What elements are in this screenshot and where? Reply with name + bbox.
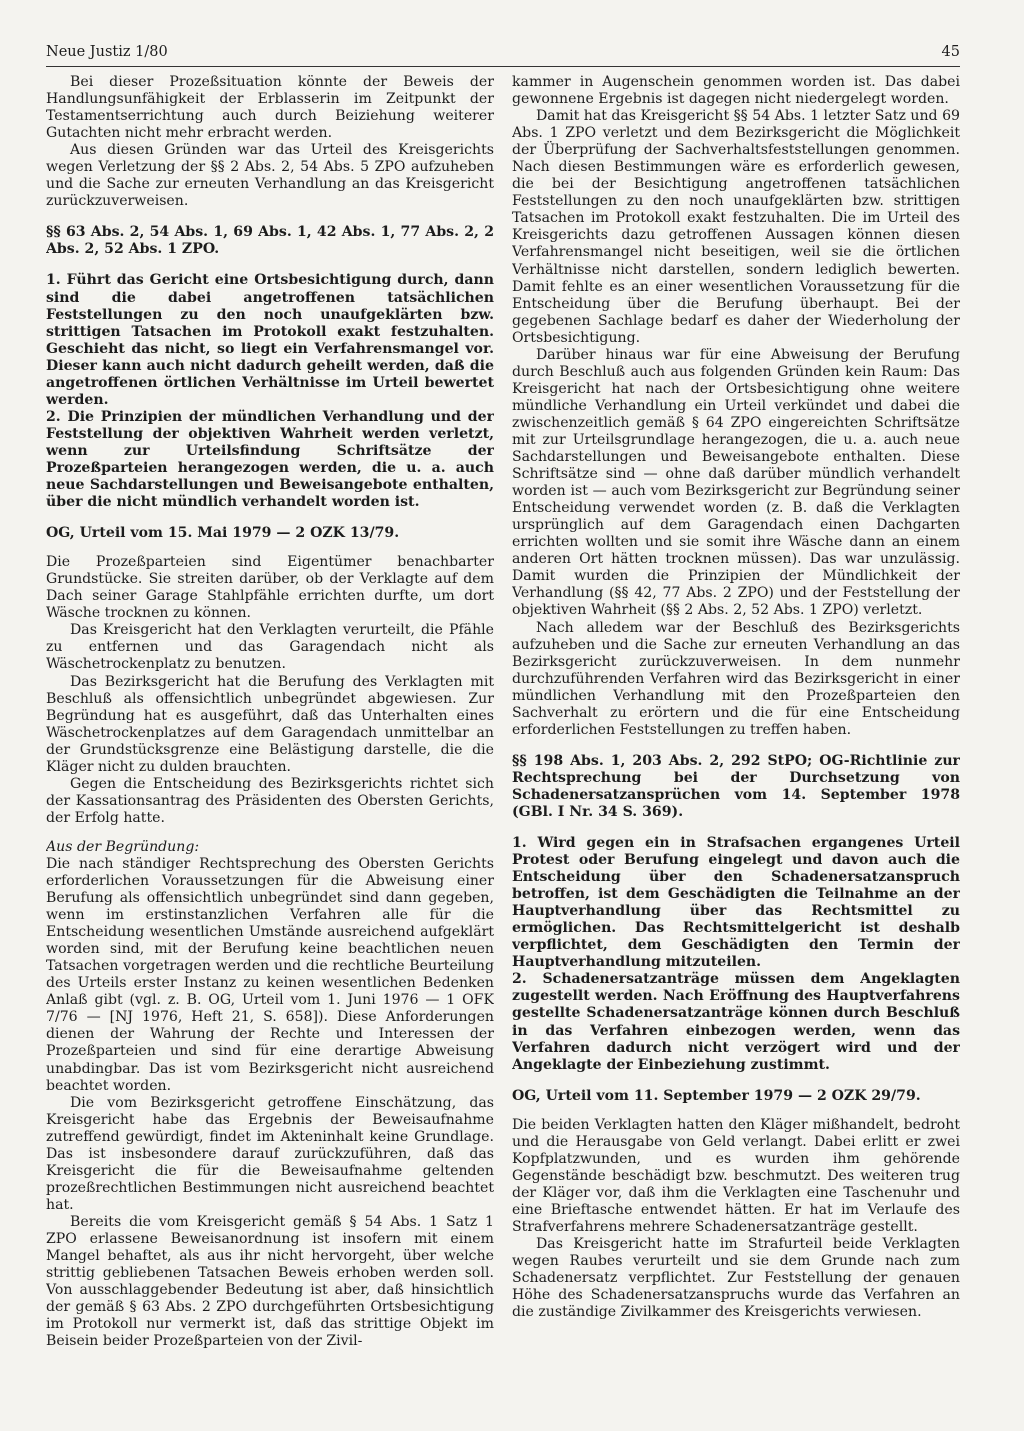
paragraph: Bei dieser Prozeßsituation könnte der Beweis der Handlungsunfähigkeit der Erblasserin im Zeitpunkt der Testamentserrichtung auch durch Beiziehung weiterer Gutachten nicht mehr erbracht werden. [46,74,494,142]
paragraph: Bereits die vom Kreisgericht gemäß § 54 Abs. 1 Satz 1 ZPO erlassene Beweisanordnung ist insofern mit einem Mangel behaftet, als aus ihr nicht hervorgeht, über welche strittig gebliebenen Tatsachen Beweis erhoben werden soll. Von ausschlaggebender Bedeutung ist aber, daß hinsichtlich der gemäß § 63 Abs. 2 ZPO durchgeführten Ortsbesichtigung im Protokoll nur vermerkt ist, daß das strittige Objekt im Beisein beider Prozeßparteien von der Zivil- [46,1213,494,1350]
page-number: 45 [941,44,960,60]
paragraph: Die vom Bezirksgericht getroffene Einschätzung, das Kreisgericht habe das Ergebnis der Beweisaufnahme zutreffend gewürdigt, findet im Akteninhalt keine Grundlage. Das ist insbesondere darauf zurückzuführen, daß das Kreisgericht die für die Beweisaufnahme geltenden prozeßrechtlichen Bestimmungen nicht ausreichend beachtet hat. [46,1094,494,1213]
paragraph: kammer in Augenschein genommen worden ist. Das dabei gewonnene Ergebnis ist dagegen nicht niedergelegt worden. [512,74,960,108]
section-subheading: Aus der Begründung: [46,838,200,855]
law-reference-heading: §§ 63 Abs. 2, 54 Abs. 1, 69 Abs. 1, 42 Abs. 1, 77 Abs. 2, 2 Abs. 2, 52 Abs. 1 ZPO. [46,224,494,258]
headnote [46,272,494,511]
court-citation: OG, Urteil vom 11. September 1979 — 2 OZK 29/79. [512,1087,921,1104]
headnote-item: 1. Führt das Gericht eine Ortsbesichtigung durch, dann sind die dabei angetroffenen tatsächlichen Feststellungen zu den noch unaufgeklärten bzw. strittigen Tatsachen im Protokoll exakt festzuhalten. Geschieht das nicht, so liegt ein Verfahrensmangel vor. Dieser kann auch nicht dadurch geheilt werden, daß die angetroffenen örtlichen Verhältnisse im Urteil bewertet werden. [46,272,494,408]
right-column [512,74,960,1399]
paragraph: Die beiden Verklagten hatten den Kläger mißhandelt, bedroht und die Herausgabe von Geld verlangt. Dabei erlitt er zwei Kopfplatzwunden, und es wurden ihm gehörende Gegenstände beschädigt bzw. beschmutzt. Des weiteren trug der Kläger vor, daß ihm die Verklagten eine Taschenuhr und eine Brieftasche entwendet hätten. Er hat im Verlaufe des Strafverfahrens mehrere Schadenersatzanträge gestellt. [512,1116,960,1235]
paragraph: Darüber hinaus war für eine Abweisung der Berufung durch Beschluß auch aus folgenden Gründen kein Raum: Das Kreisgericht hat nach der Ortsbesichtigung ohne weitere mündliche Verhandlung ein Urteil verkündet und dabei die zwischenzeitlich gemäß § 64 ZPO eingereichten Schriftsätze mit zur Urteilsgrundlage herangezogen, die u. a. auch neue Sachdarstellungen und Beweisangebote enthalten. Diese Schriftsätze sind — ohne daß darüber mündlich verhandelt worden ist — auch vom Bezirksgericht zur Begründung seiner Entscheidung verwendet worden (z. B. daß die Verklagten ursprünglich auf dem Garagendach einen Dachgarten errichten wollten und sie somit ihre Wäsche dann an einem anderen Ort hätten trocknen müssen). Das war unzulässig. Damit wurden die Prinzipien der Mündlichkeit der Verhandlung (§§ 42, 77 Abs. 2 ZPO) und der Feststellung der objektiven Wahrheit (§§ 2 Abs. 2, 52 Abs. 1 ZPO) verletzt. [512,346,960,619]
paragraph: Das Kreisgericht hatte im Strafurteil beide Verklagten wegen Raubes verurteilt und sie dem Grunde nach zum Schadenersatz verpflichtet. Zur Feststellung der genauen Höhe des Schadenersatzanspruchs wurde das Verfahren an die zuständige Zivilkammer des Kreisgerichts verwiesen. [512,1236,960,1321]
left-column [46,74,494,1399]
headnote [512,835,960,1074]
paragraph: Das Bezirksgericht hat die Berufung des Verklagten mit Beschluß als offensichtlich unbegründet abgewiesen. Zur Begründung hat es ausgeführt, daß das Unterhalten eines Wäschetrockenplatzes auf dem Garagendach unmittelbar an der Grundstücksgrenze eine Belästigung darstelle, die die Kläger nicht zu dulden brauchten. [46,673,494,775]
paragraph: Gegen die Entscheidung des Bezirksgerichts richtet sich der Kassationsantrag des Präsidenten des Obersten Gerichts, der Erfolg hatte. [46,775,494,826]
running-header [46,40,960,67]
headnote-item: 2. Schadenersatzanträge müssen dem Angeklagten zugestellt werden. Nach Eröffnung des Hauptverfahrens gestellte Schadenersatzanträge können durch Beschluß in das Verfahren einbezogen werden, wenn das Verfahren dadurch nicht verzögert wird und der Angeklagte der Einbeziehung zustimmt. [512,971,960,1073]
journal-title: Neue Justiz 1/80 [46,44,168,60]
headnote-item: 1. Wird gegen ein in Strafsachen ergangenes Urteil Protest oder Berufung eingelegt und davon auch die Entscheidung über den Schadenersatzanspruch betroffen, ist dem Geschädigten die Teilnahme an der Hauptverhandlung über das Rechtsmittel zu ermöglichen. Das Rechtsmittelgericht ist deshalb verpflichtet, dem Geschädigten den Termin der Hauptverhandlung mitzuteilen. [512,835,960,971]
paragraph: Die nach ständiger Rechtsprechung des Obersten Gerichts erforderlichen Voraussetzungen für die Abweisung einer Berufung als offensichtlich unbegründet sind dann gegeben, wenn im erstinstanzlichen Verfahren alle für die Entscheidung wesentlichen Umstände ausreichend aufgeklärt worden sind, mit der Berufung keine beachtlichen neuen Tatsachen vorgetragen werden und die rechtliche Beurteilung des Urteils erster Instanz zu keinen wesentlichen Bedenken Anlaß gibt (vgl. z. B. OG, Urteil vom 1. Juni 1976 — 1 OFK 7/76 — [NJ 1976, Heft 21, S. 658]). Diese Anforderungen dienen der Wahrung der Rechte und Interessen der Prozeßparteien und sind für eine derartige Abweisung unabdingbar. Das ist vom Bezirksgericht nicht ausreichend beachtet worden. [46,855,494,1094]
paragraph: Nach alledem war der Beschluß des Bezirksgerichts aufzuheben und die Sache zur erneuten Verhandlung an das Bezirksgericht zurückzuverweisen. In dem nunmehr durchzuführenden Verfahren wird das Bezirksgericht in einer mündlichen Verhandlung mit den Prozeßparteien den Sachverhalt zu erörtern und die für eine Entscheidung erforderlichen Feststellungen zu treffen haben. [512,619,960,738]
paragraph: Damit hat das Kreisgericht §§ 54 Abs. 1 letzter Satz und 69 Abs. 1 ZPO verletzt und dem Bezirksgericht die Möglichkeit der Überprüfung der Sachverhaltsfeststellungen genommen. Nach diesen Bestimmungen wäre es erforderlich gewesen, die bei der Besichtigung angetroffenen tatsächlichen Feststellungen zu den noch unaufgeklärten bzw. strittigen Tatsachen im Protokoll exakt festzuhalten. Die im Urteil des Kreisgerichts dazu getroffenen Aussagen können diesen Verfahrensmangel nicht beseitigen, weil sie die örtlichen Verhältnisse nicht darstellen, sondern lediglich bewerten. Damit fehlte es an einer wesentlichen Voraussetzung für die Entscheidung über die Berufung überhaupt. Bei der gegebenen Sachlage bedarf es daher der Wiederholung der Ortsbesichtigung. [512,108,960,346]
headnote-item: 2. Die Prinzipien der mündlichen Verhandlung und der Feststellung der objektiven Wahrheit werden verletzt, wenn zur Urteilsfindung Schriftsätze der Prozeßparteien herangezogen werden, die u. a. auch neue Sachdarstellungen und Beweisangebote enthalten, über die nicht mündlich verhandelt worden ist. [46,408,494,511]
paragraph: Aus diesen Gründen war das Urteil des Kreisgerichts wegen Verletzung der §§ 2 Abs. 2, 54 Abs. 5 ZPO aufzuheben und die Sache zur erneuten Verhandlung an das Kreisgericht zurückzuverweisen. [46,142,494,210]
court-citation: OG, Urteil vom 15. Mai 1979 — 2 OZK 13/79. [46,525,400,542]
paragraph: Das Kreisgericht hat den Verklagten verurteilt, die Pfähle zu entfernen und das Garagendach nicht als Wäschetrockenplatz zu benutzen. [46,622,494,673]
law-reference-heading: §§ 198 Abs. 1, 203 Abs. 2, 292 StPO; OG-Richtlinie zur Rechtsprechung bei der Durchsetzung von Schadenersatzansprüchen vom 14. September 1978 (GBl. I Nr. 34 S. 369). [512,752,960,820]
paragraph: Die Prozeßparteien sind Eigentümer benachbarter Grundstücke. Sie streiten darüber, ob der Verklagte auf dem Dach seiner Garage Stahlpfähle errichten durfte, um dort Wäsche trocknen zu können. [46,554,494,622]
